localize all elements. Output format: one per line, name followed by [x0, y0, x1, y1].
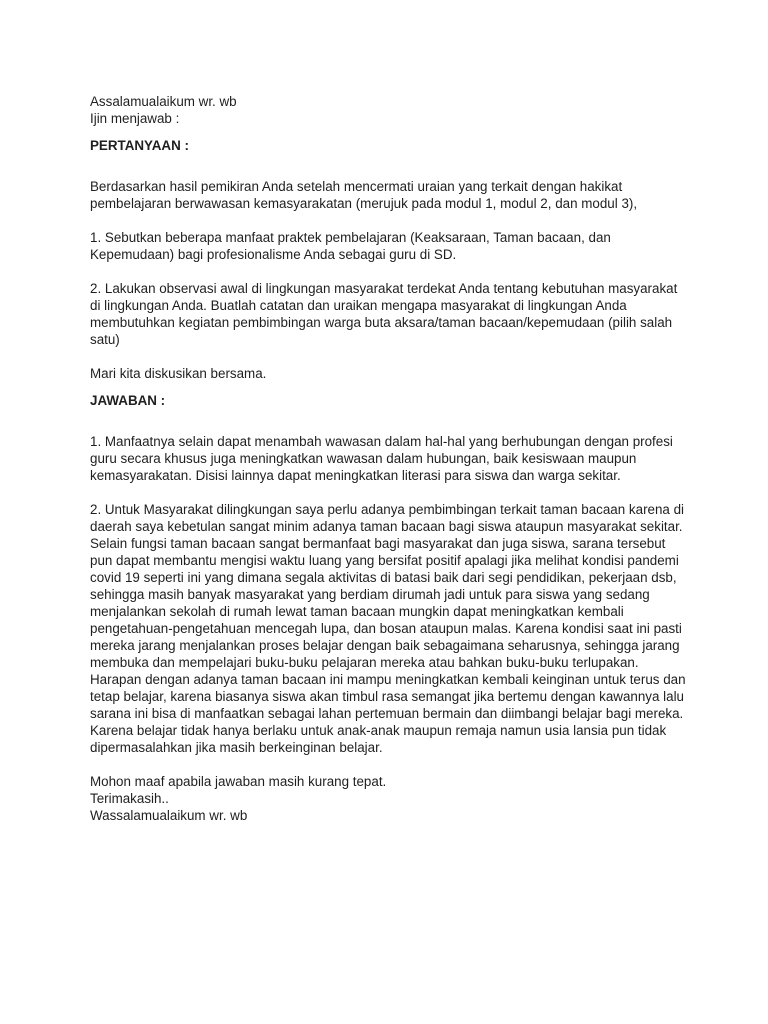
question-intro: Berdasarkan hasil pemikiran Anda setelah mencermati uraian yang terkait dengan hakikat pembelajaran berwawasan kemasyarakatan (merujuk pada modul 1, modul 2, dan modul 3), — [90, 179, 638, 211]
discussion-text: Mari kita diskusikan bersama. — [90, 366, 267, 381]
answer-item-1: 1. Manfaatnya selain dapat menambah wawasan dalam hal-hal yang berhubungan dengan profesi guru secara khusus juga meningkatkan wawasan dalam hubungan, baik kesiswaan maupun kemasyarakatan. Disisi lainnya dapat meningkatkan literasi para siswa dan warga sekitar. — [90, 434, 673, 483]
closing-apology: Mohon maaf apabila jawaban masih kurang tepat. — [90, 774, 387, 789]
greeting-intro: Ijin menjawab : — [90, 111, 180, 126]
answer-heading: JAWABAN : — [90, 393, 166, 408]
closing-salam: Wassalamualaikum wr. wb — [90, 808, 248, 823]
greeting-salam: Assalamualaikum wr. wb — [90, 94, 237, 109]
answer-item-2: 2. Untuk Masyarakat dilingkungan saya perlu adanya pembimbingan terkait taman bacaan karena di daerah saya kebetulan sangat minim adanya taman bacaan bagi siswa ataupun masyarakat sekitar. Selain fungsi taman bacaan sangat bermanfaat bagi masyarakat dan juga siswa, sarana tersebut pun dapat membantu mengisi waktu luang yang bersifat positif apalagi jika melihat kondisi pandemi covid 19 seperti ini yang dimana segala aktivitas di batasi baik dari segi pendidikan, pekerjaan dsb, sehingga masih banyak masyarakat yang berdiam dirumah jadi untuk para siswa yang sedang menjalankan sekolah di rumah lewat taman bacaan mungkin dapat meningkatkan kembali pengetahuan-pengetahuan mencegah lupa, dan bosan ataupun malas. Karena kondisi saat ini pasti mereka jarang menjalankan proses belajar dengan baik sebagaimana seharusnya, sehingga jarang membuka dan mempelajari buku-buku pelajaran mereka atau bahkan buku-buku terlupakan. Harapan dengan adanya taman bacaan ini mampu meningkatkan kembali keinginan untuk terus dan tetap belajar, karena biasanya siswa akan timbul rasa semangat jika bertemu dengan kawannya lalu sarana ini bisa di manfaatkan sebagai lahan pertemuan bermain dan diimbangi belajar bagi mereka. Karena belajar tidak hanya berlaku untuk anak-anak maupun remaja namun usia lansia pun tidak dipermasalahkan jika masih berkeinginan belajar. — [90, 502, 686, 755]
question-item-1: 1. Sebutkan beberapa manfaat praktek pembelajaran (Keaksaraan, Taman bacaan, dan Kepemudaan) bagi profesionalisme Anda sebagai guru di SD. — [90, 230, 611, 262]
document-page — [90, 93, 690, 824]
question-item-2: 2. Lakukan observasi awal di lingkungan masyarakat terdekat Anda tentang kebutuhan masyarakat di lingkungan Anda. Buatlah catatan dan uraikan mengapa masyarakat di lingkungan Anda membutuhkan kegiatan pembimbingan warga buta aksara/taman bacaan/kepemudaan (pilih salah satu) — [90, 281, 678, 347]
question-heading: PERTANYAAN : — [90, 138, 189, 153]
closing-thanks: Terimakasih.. — [90, 791, 169, 806]
